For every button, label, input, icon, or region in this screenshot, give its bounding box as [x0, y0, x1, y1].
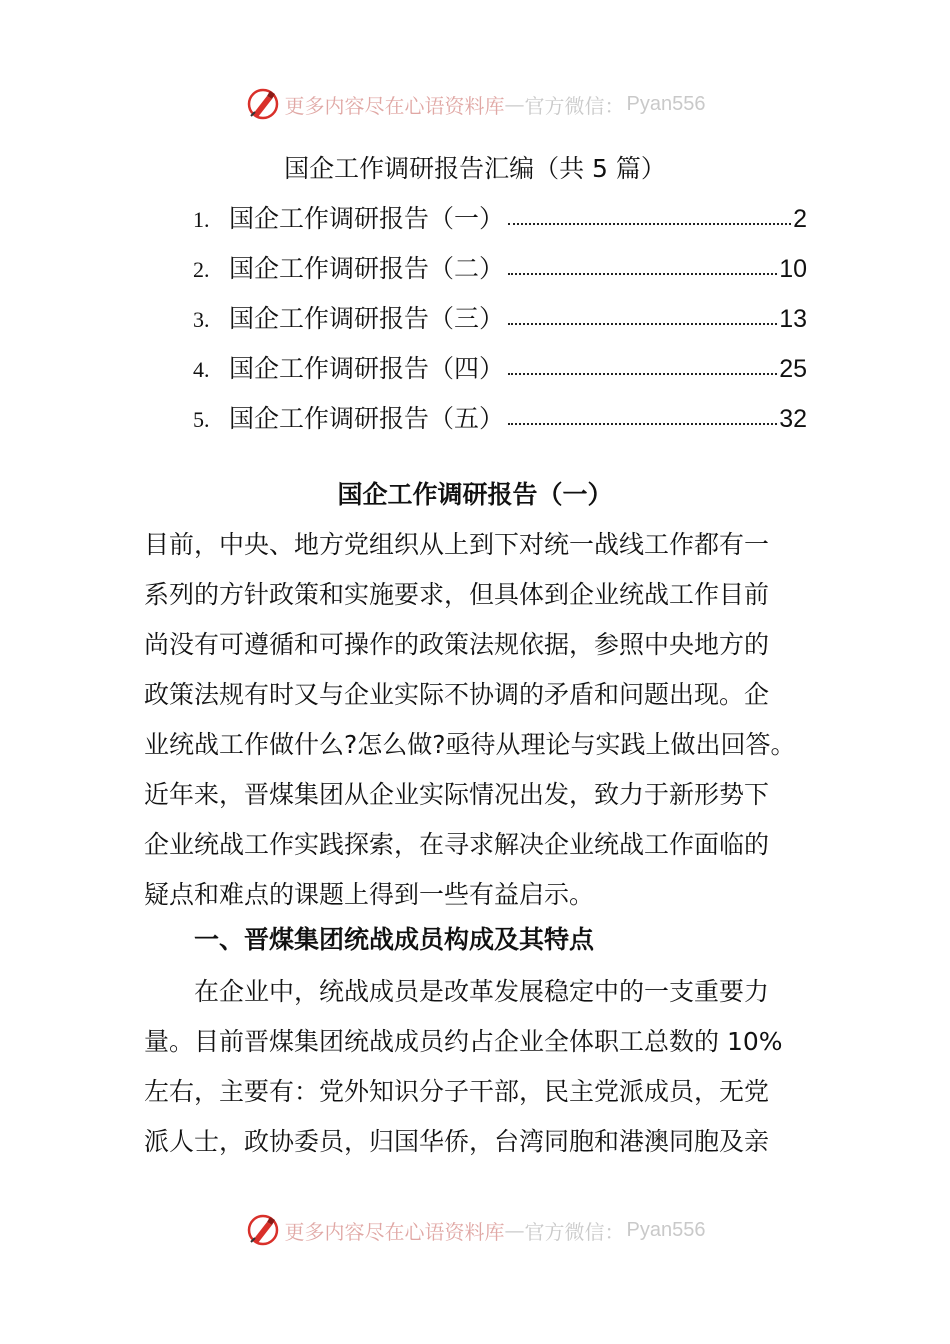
toc-item[interactable] — [193, 300, 807, 350]
toc-item-page: 25 — [779, 355, 807, 383]
toc-item-title: 国企工作调研报告（二） — [229, 254, 505, 283]
watermark-handle: Pyan556 — [626, 92, 706, 115]
section-title: 国企工作调研报告（一） — [337, 480, 613, 509]
toc-item-number: 5. — [193, 407, 210, 432]
text-line: 左右，主要有：党外知识分子干部，民主党派成员，无党 — [144, 1077, 770, 1106]
text-line: 尚没有可遵循和可操作的政策法规依据，参照中央地方的 — [144, 630, 770, 659]
toc-item-number: 1. — [193, 207, 210, 232]
toc-item-page: 13 — [779, 305, 807, 333]
toc-dot-leader — [508, 223, 791, 225]
text-line: 业统战工作做什么?怎么做?亟待从理论与实践上做出回答。 — [144, 730, 796, 759]
toc-item-title: 国企工作调研报告（一） — [229, 204, 505, 233]
paragraph-members — [144, 967, 794, 1167]
toc-item[interactable] — [193, 200, 807, 250]
text-line: 系列的方针政策和实施要求，但具体到企业统战工作目前 — [144, 580, 770, 609]
text-line: 近年来，晋煤集团从企业实际情况出发，致力于新形势下 — [144, 780, 770, 809]
toc-dot-leader — [508, 323, 777, 325]
toc-item[interactable] — [193, 400, 807, 450]
text-line: 企业统战工作实践探索，在寻求解决企业统战工作面临的 — [144, 830, 770, 859]
toc-item-title: 国企工作调研报告（五） — [229, 404, 505, 433]
watermark-separator: — — [504, 1218, 525, 1242]
toc-item-page: 10 — [779, 255, 807, 283]
toc-dot-leader — [508, 373, 777, 375]
text-line: 目前，中央、地方党组织从上到下对统一战线工作都有一 — [144, 530, 770, 559]
toc-item-number: 2. — [193, 257, 210, 282]
toc-dot-leader — [508, 273, 777, 275]
text-line: 派人士，政协委员，归国华侨，台湾同胞和港澳同胞及亲 — [144, 1127, 770, 1156]
toc-item-page: 2 — [793, 205, 807, 233]
header-watermark — [0, 84, 950, 124]
text-line: 量。目前晋煤集团统战成员约占企业全体职工总数的 10% — [144, 1027, 783, 1056]
watermark-wechat-label: 官方微信： — [524, 1219, 625, 1244]
toc-dot-leader — [508, 423, 777, 425]
toc-item[interactable] — [193, 250, 807, 300]
toc-item-title: 国企工作调研报告（三） — [229, 304, 505, 333]
watermark-text: 更多内容尽在心语资料库 — [284, 93, 505, 118]
pen-logo-icon — [245, 86, 281, 122]
text-line: 在企业中，统战成员是改革发展稳定中的一支重要力 — [194, 977, 770, 1006]
toc-item-title: 国企工作调研报告（四） — [229, 354, 505, 383]
watermark-text: 更多内容尽在心语资料库 — [284, 1219, 505, 1244]
table-of-contents — [193, 200, 807, 450]
subsection-heading: 一、晋煤集团统战成员构成及其特点 — [194, 925, 595, 954]
toc-item-page: 32 — [779, 405, 807, 433]
paragraph-intro — [144, 520, 794, 920]
watermark-separator: — — [504, 92, 525, 116]
pen-logo-icon — [245, 1212, 281, 1248]
document-title: 国企工作调研报告汇编（共 5 篇） — [284, 154, 666, 183]
toc-item-number: 4. — [193, 357, 210, 382]
text-line: 疑点和难点的课题上得到一些有益启示。 — [144, 880, 595, 909]
text-line: 政策法规有时又与企业实际不协调的矛盾和问题出现。企 — [144, 680, 770, 709]
toc-item[interactable] — [193, 350, 807, 400]
watermark-wechat-label: 官方微信： — [524, 93, 625, 118]
toc-item-number: 3. — [193, 307, 210, 332]
footer-watermark — [0, 1210, 950, 1250]
watermark-handle: Pyan556 — [626, 1218, 706, 1241]
